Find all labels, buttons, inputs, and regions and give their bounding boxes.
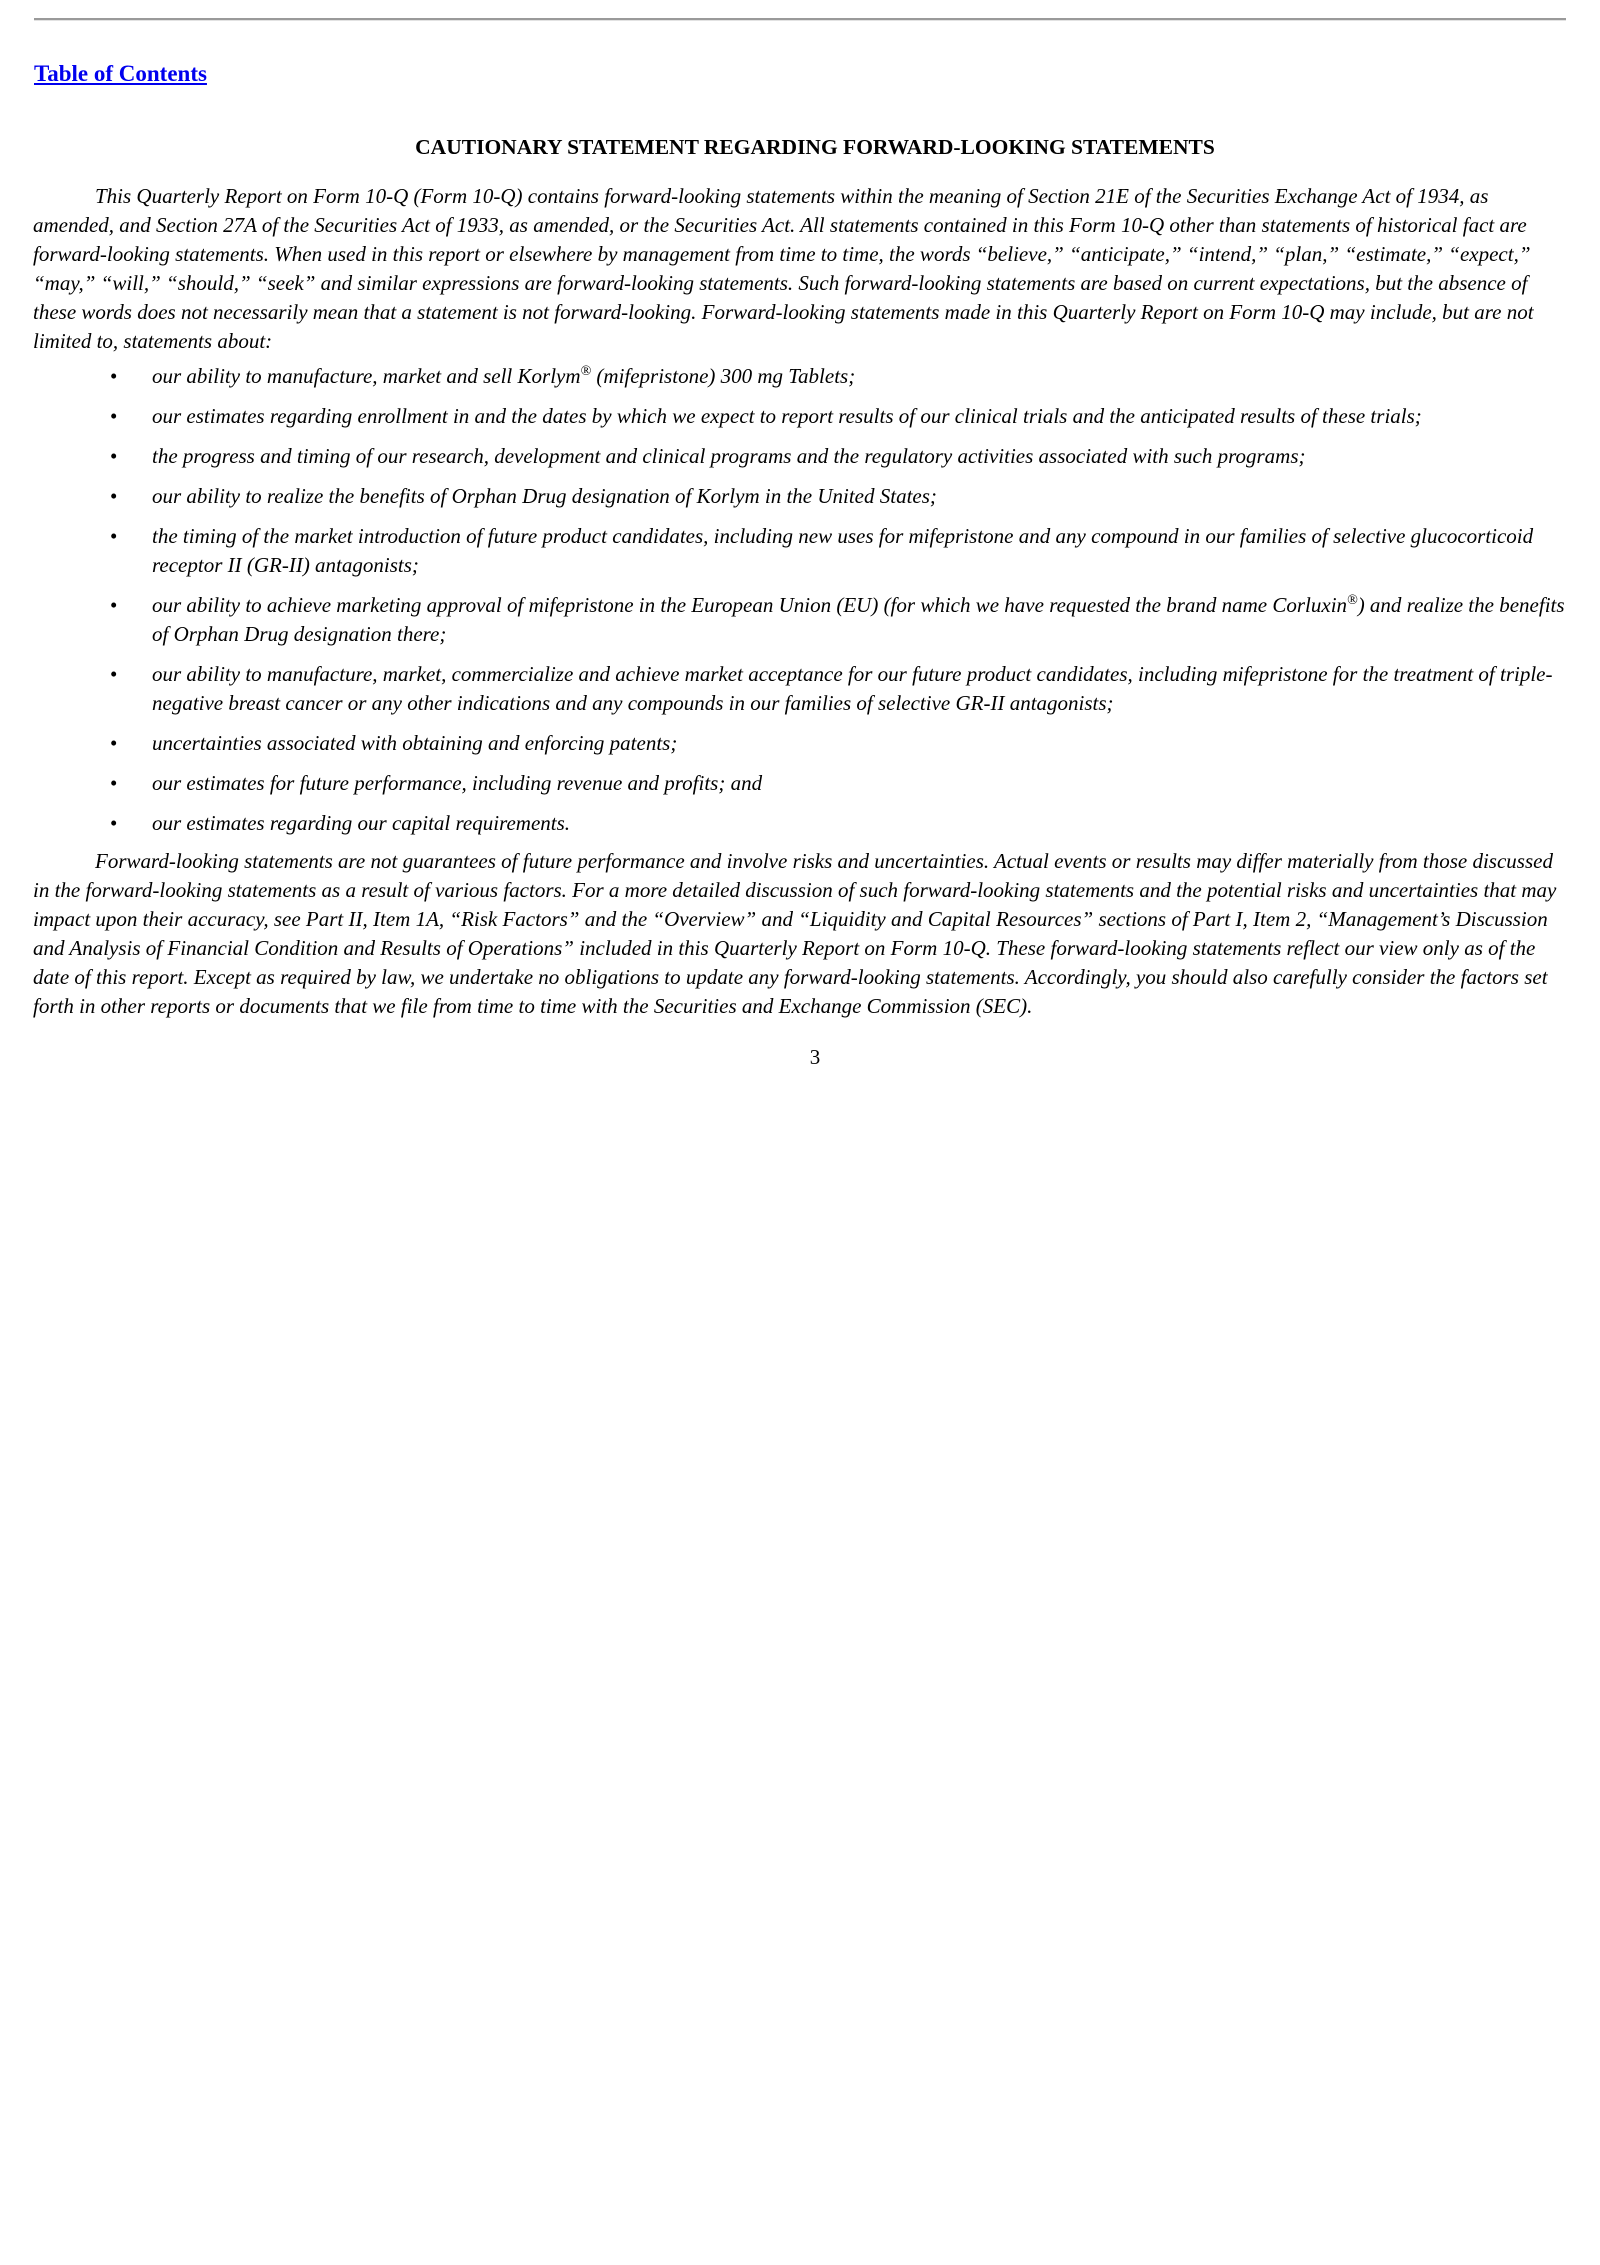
- list-item: [33, 729, 1567, 758]
- bullet-icon: •: [110, 484, 118, 508]
- list-item-text: our estimates regarding our capital requirements.: [152, 811, 571, 835]
- bullet-icon: •: [110, 364, 118, 388]
- list-item: [33, 362, 1567, 391]
- bullet-icon: •: [110, 524, 118, 548]
- list-item-text: uncertainties associated with obtaining and enforcing patents;: [152, 731, 678, 755]
- page-number: 3: [809, 1045, 821, 1069]
- bullet-icon: •: [110, 593, 118, 617]
- page-content: [33, 132, 1567, 1072]
- list-item: [33, 482, 1567, 511]
- list-item-text: our ability to manufacture, market, commercialize and achieve market acceptance for our future product candidates, including mifepristone for the treatment of triple-negative breast cancer or any other indications and any compounds in our families of selective GR-II antagonists;: [152, 662, 1553, 715]
- bullet-icon: •: [110, 662, 118, 686]
- list-item-text: our ability to achieve marketing approval of mifepristone in the European Union (EU) (for which we have requested the brand name Corluxin: [152, 593, 1348, 617]
- list-item-text: the progress and timing of our research, development and clinical programs and the regulatory activities associated with such programs;: [152, 444, 1306, 468]
- list-item-text: the timing of the market introduction of future product candidates, including new uses for mifepristone and any compound in our families of selective glucocorticoid receptor II (GR-II) antagonists;: [152, 524, 1534, 577]
- bullet-icon: •: [110, 444, 118, 468]
- forward-looking-list: [33, 362, 1567, 838]
- registered-mark: ®: [1347, 593, 1358, 608]
- list-item-text-cont: (mifepristone) 300 mg Tablets;: [591, 364, 856, 388]
- list-item: [33, 660, 1567, 718]
- list-item: [33, 591, 1567, 649]
- registered-mark: ®: [580, 364, 592, 379]
- list-item: [33, 522, 1567, 580]
- list-item: [33, 809, 1567, 838]
- table-of-contents-link[interactable]: Table of Contents: [34, 61, 207, 86]
- list-item-text: our ability to realize the benefits of Orphan Drug designation of Korlym in the United States;: [152, 484, 937, 508]
- list-item: [33, 769, 1567, 798]
- list-item-text: our ability to manufacture, market and sell Korlym: [152, 364, 581, 388]
- list-item-text: our estimates for future performance, including revenue and profits; and: [152, 771, 763, 795]
- bullet-icon: •: [110, 811, 118, 835]
- top-divider: [34, 18, 1566, 20]
- bullet-icon: •: [110, 404, 118, 428]
- bullet-icon: •: [110, 731, 118, 755]
- intro-paragraph: This Quarterly Report on Form 10-Q (Form 10-Q) contains forward-looking statements within the meaning of Section 21E of the Securities Exchange Act of 1934, as amended, and Section 27A of the Securities Act of 1933, as amended, or the Securities Act. All statements contained in this Form 10-Q other than statements of historical fact are forward-looking statements. When used in this report or elsewhere by management from time to time, the words “believe,” “anticipate,” “intend,” “plan,” “estimate,” “expect,” “may,” “will,” “should,” “seek” and similar expressions are forward-looking statements. Such forward-looking statements are based on current expectations, but the absence of these words does not necessarily mean that a statement is not forward-looking. Forward-looking statements made in this Quarterly Report on Form 10-Q may include, but are not limited to, statements about:: [33, 184, 1534, 353]
- list-item-text-cont: ) and realize the benefits of Orphan Drug designation there;: [152, 593, 1565, 646]
- list-item: [33, 402, 1567, 431]
- list-item-text: our estimates regarding enrollment in and the dates by which we expect to report results of our clinical trials and the anticipated results of these trials;: [152, 404, 1422, 428]
- list-item: [33, 442, 1567, 471]
- bullet-icon: •: [110, 771, 118, 795]
- closing-paragraph: Forward-looking statements are not guarantees of future performance and involve risks and uncertainties. Actual events or results may differ materially from those discussed in the forward-looking statements as a result of various factors. For a more detailed discussion of such forward-looking statements and the potential risks and uncertainties that may impact upon their accuracy, see Part II, Item 1A, “Risk Factors” and the “Overview” and “Liquidity and Capital Resources” sections of Part I, Item 2, “Management’s Discussion and Analysis of Financial Condition and Results of Operations” included in this Quarterly Report on Form 10-Q. These forward-looking statements reflect our view only as of the date of this report. Except as required by law, we undertake no obligations to update any forward-looking statements. Accordingly, you should also carefully consider the factors set forth in other reports or documents that we file from time to time with the Securities and Exchange Commission (SEC).: [33, 849, 1557, 1018]
- section-title: CAUTIONARY STATEMENT REGARDING FORWARD-LOOKING STATEMENTS: [415, 135, 1215, 159]
